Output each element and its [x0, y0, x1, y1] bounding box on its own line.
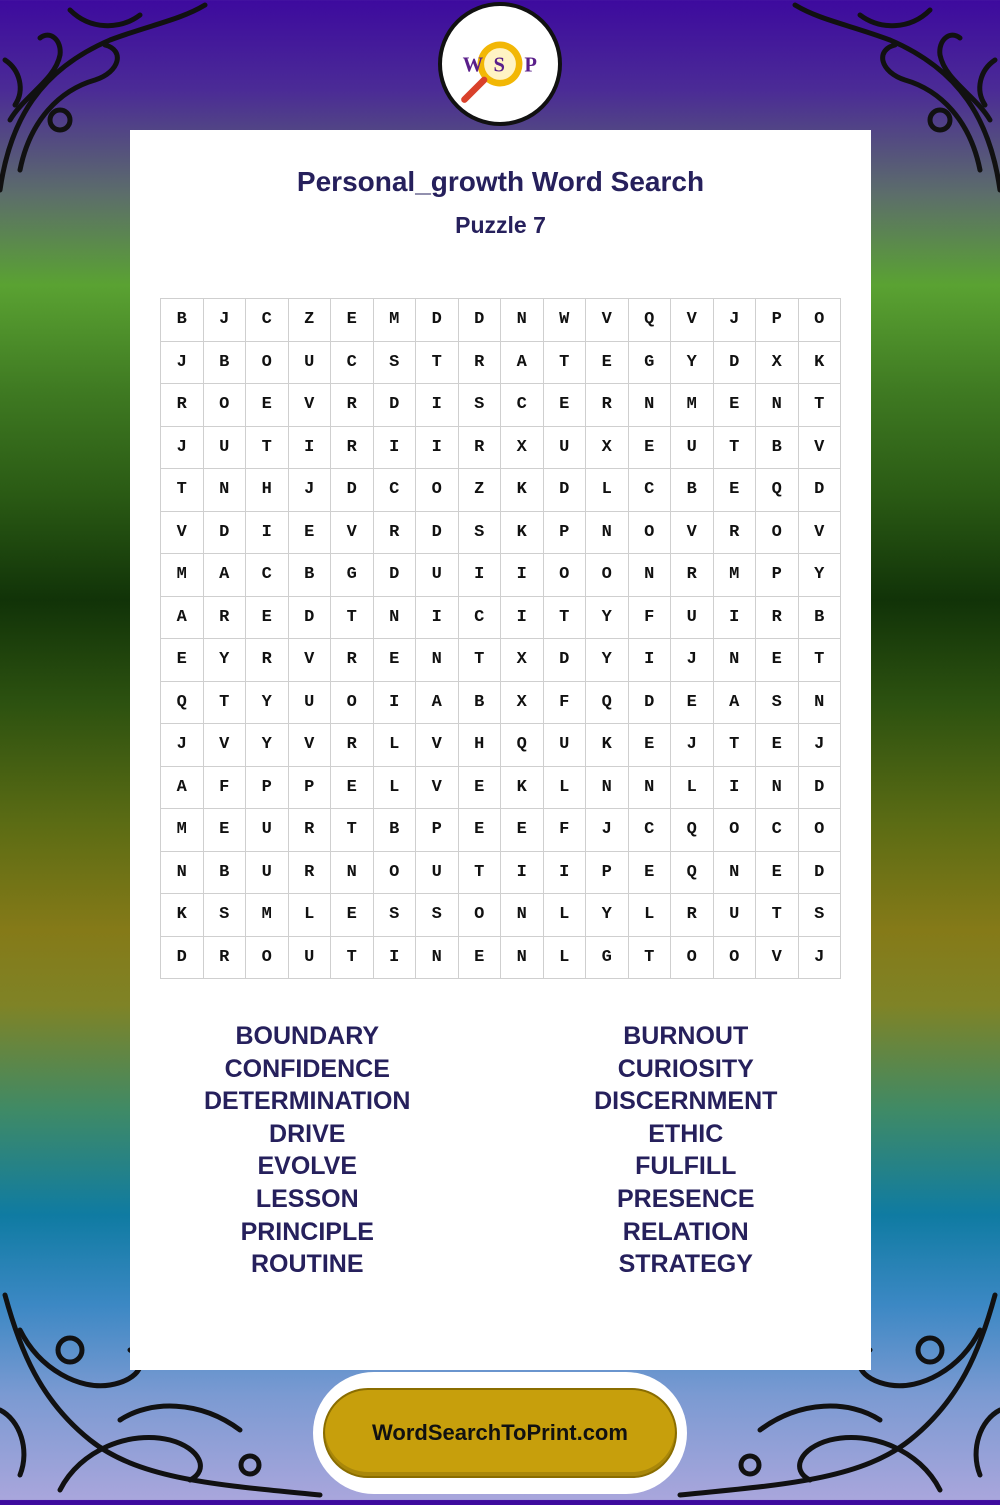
grid-cell: C: [331, 342, 374, 385]
grid-cell: A: [204, 554, 247, 597]
grid-cell: E: [756, 724, 799, 767]
word-list-left: [122, 1020, 493, 1281]
grid-cell: E: [629, 427, 672, 470]
word-list: [130, 1020, 871, 1281]
word-list-item: DRIVE: [269, 1119, 346, 1148]
grid-cell: C: [246, 299, 289, 342]
grid-cell: O: [374, 852, 417, 895]
grid-cell: O: [799, 809, 842, 852]
grid-cell: Y: [799, 554, 842, 597]
grid-cell: U: [544, 724, 587, 767]
grid-cell: B: [204, 852, 247, 895]
grid-cell: J: [161, 342, 204, 385]
grid-cell: S: [799, 894, 842, 937]
grid-cell: G: [331, 554, 374, 597]
grid-cell: N: [629, 384, 672, 427]
grid-cell: D: [374, 384, 417, 427]
grid-cell: B: [204, 342, 247, 385]
grid-cell: Y: [586, 894, 629, 937]
grid-cell: O: [714, 937, 757, 980]
grid-cell: S: [416, 894, 459, 937]
grid-cell: F: [204, 767, 247, 810]
grid-cell: D: [374, 554, 417, 597]
grid-cell: T: [799, 384, 842, 427]
grid-cell: T: [161, 469, 204, 512]
grid-cell: D: [161, 937, 204, 980]
grid-cell: Y: [246, 724, 289, 767]
grid-cell: V: [289, 639, 332, 682]
grid-cell: A: [714, 682, 757, 725]
grid-cell: O: [629, 512, 672, 555]
grid-cell: Y: [671, 342, 714, 385]
grid-cell: I: [289, 427, 332, 470]
grid-cell: Q: [501, 724, 544, 767]
grid-cell: S: [459, 384, 502, 427]
grid-cell: T: [246, 427, 289, 470]
grid-cell: Q: [671, 852, 714, 895]
word-list-item: DISCERNMENT: [594, 1087, 778, 1116]
grid-cell: R: [331, 427, 374, 470]
grid-cell: K: [161, 894, 204, 937]
wsp-logo: [438, 2, 562, 126]
grid-cell: P: [416, 809, 459, 852]
grid-cell: F: [544, 682, 587, 725]
grid-cell: V: [671, 512, 714, 555]
grid-cell: I: [629, 639, 672, 682]
grid-cell: T: [331, 809, 374, 852]
grid-cell: C: [501, 384, 544, 427]
grid-cell: N: [586, 767, 629, 810]
grid-cell: I: [501, 554, 544, 597]
grid-cell: E: [161, 639, 204, 682]
grid-cell: E: [714, 384, 757, 427]
grid-cell: N: [374, 597, 417, 640]
grid-cell: V: [331, 512, 374, 555]
grid-cell: E: [629, 724, 672, 767]
grid-cell: X: [586, 427, 629, 470]
grid-cell: J: [204, 299, 247, 342]
page-title: Personal_growth Word Search: [296, 166, 705, 197]
grid-cell: R: [459, 342, 502, 385]
grid-cell: D: [714, 342, 757, 385]
footer-banner: [313, 1372, 687, 1494]
grid-cell: V: [756, 937, 799, 980]
grid-cell: D: [544, 639, 587, 682]
grid-cell: R: [289, 852, 332, 895]
grid-cell: R: [756, 597, 799, 640]
grid-cell: K: [799, 342, 842, 385]
grid-cell: N: [799, 682, 842, 725]
grid-cell: E: [246, 597, 289, 640]
grid-cell: N: [629, 554, 672, 597]
grid-cell: E: [714, 469, 757, 512]
grid-cell: T: [756, 894, 799, 937]
grid-cell: U: [671, 597, 714, 640]
grid-cell: S: [374, 342, 417, 385]
word-list-item: DETERMINATION: [204, 1087, 411, 1116]
grid-cell: B: [289, 554, 332, 597]
grid-cell: I: [714, 767, 757, 810]
grid-cell: B: [756, 427, 799, 470]
grid-cell: R: [714, 512, 757, 555]
grid-cell: U: [416, 852, 459, 895]
grid-cell: U: [416, 554, 459, 597]
grid-cell: D: [544, 469, 587, 512]
grid-cell: J: [799, 724, 842, 767]
grid-cell: S: [756, 682, 799, 725]
grid-cell: B: [161, 299, 204, 342]
grid-cell: U: [289, 937, 332, 980]
grid-cell: L: [544, 767, 587, 810]
grid-cell: T: [714, 427, 757, 470]
grid-cell: N: [161, 852, 204, 895]
grid-cell: H: [246, 469, 289, 512]
grid-cell: B: [374, 809, 417, 852]
grid-cell: K: [501, 469, 544, 512]
grid-cell: L: [374, 767, 417, 810]
grid-cell: E: [756, 852, 799, 895]
grid-cell: M: [671, 384, 714, 427]
grid-cell: C: [629, 809, 672, 852]
grid-cell: T: [331, 937, 374, 980]
grid-cell: M: [714, 554, 757, 597]
word-list-right: [501, 1020, 872, 1281]
grid-cell: L: [586, 469, 629, 512]
grid-cell: J: [586, 809, 629, 852]
grid-cell: E: [671, 682, 714, 725]
grid-cell: V: [799, 512, 842, 555]
grid-cell: N: [756, 384, 799, 427]
grid-cell: A: [161, 767, 204, 810]
grid-cell: L: [544, 894, 587, 937]
grid-cell: D: [629, 682, 672, 725]
grid-cell: U: [289, 342, 332, 385]
grid-cell: G: [586, 937, 629, 980]
grid-cell: O: [799, 299, 842, 342]
word-list-item: RELATION: [622, 1217, 749, 1246]
word-list-item: BOUNDARY: [235, 1022, 380, 1050]
grid-cell: L: [671, 767, 714, 810]
grid-cell: V: [799, 427, 842, 470]
grid-cell: O: [246, 342, 289, 385]
grid-cell: I: [374, 937, 417, 980]
grid-cell: E: [331, 299, 374, 342]
grid-cell: M: [374, 299, 417, 342]
grid-cell: P: [544, 512, 587, 555]
grid-cell: P: [246, 767, 289, 810]
grid-cell: U: [714, 894, 757, 937]
grid-cell: C: [374, 469, 417, 512]
grid-cell: M: [161, 554, 204, 597]
grid-cell: H: [459, 724, 502, 767]
grid-cell: E: [459, 767, 502, 810]
grid-cell: R: [204, 937, 247, 980]
grid-cell: N: [204, 469, 247, 512]
grid-cell: E: [459, 809, 502, 852]
grid-cell: M: [246, 894, 289, 937]
grid-cell: E: [544, 384, 587, 427]
grid-cell: O: [586, 554, 629, 597]
grid-cell: U: [246, 809, 289, 852]
grid-cell: T: [799, 639, 842, 682]
grid-cell: C: [459, 597, 502, 640]
grid-cell: E: [331, 894, 374, 937]
grid-cell: O: [246, 937, 289, 980]
word-list-item: ETHIC: [648, 1119, 724, 1148]
grid-cell: V: [416, 724, 459, 767]
grid-cell: Q: [756, 469, 799, 512]
grid-cell: S: [459, 512, 502, 555]
grid-cell: T: [544, 342, 587, 385]
grid-cell: E: [374, 639, 417, 682]
grid-cell: T: [459, 639, 502, 682]
grid-cell: B: [671, 469, 714, 512]
logo-letter-s: S: [493, 54, 505, 77]
word-list-item: PRINCIPLE: [240, 1217, 374, 1246]
grid-cell: E: [586, 342, 629, 385]
grid-cell: O: [416, 469, 459, 512]
grid-cell: P: [289, 767, 332, 810]
grid-cell: N: [501, 299, 544, 342]
grid-cell: E: [204, 809, 247, 852]
grid-cell: B: [459, 682, 502, 725]
grid-cell: I: [459, 554, 502, 597]
grid-cell: J: [671, 639, 714, 682]
grid-cell: N: [586, 512, 629, 555]
grid-cell: A: [416, 682, 459, 725]
grid-cell: I: [544, 852, 587, 895]
grid-cell: U: [671, 427, 714, 470]
grid-cell: I: [714, 597, 757, 640]
grid-cell: R: [459, 427, 502, 470]
word-list-item: LESSON: [255, 1184, 359, 1213]
grid-cell: R: [671, 894, 714, 937]
logo-letter-w: W: [462, 54, 484, 77]
grid-cell: V: [586, 299, 629, 342]
grid-cell: J: [714, 299, 757, 342]
grid-cell: D: [416, 299, 459, 342]
grid-cell: R: [671, 554, 714, 597]
grid-cell: T: [331, 597, 374, 640]
grid-cell: N: [714, 639, 757, 682]
grid-cell: V: [204, 724, 247, 767]
grid-cell: I: [374, 682, 417, 725]
grid-cell: O: [714, 809, 757, 852]
grid-cell: Q: [629, 299, 672, 342]
grid-cell: L: [544, 937, 587, 980]
grid-cell: J: [161, 724, 204, 767]
grid-cell: W: [544, 299, 587, 342]
grid-cell: D: [204, 512, 247, 555]
grid-cell: D: [416, 512, 459, 555]
grid-cell: E: [501, 809, 544, 852]
grid-cell: V: [671, 299, 714, 342]
word-list-item: STRATEGY: [618, 1250, 753, 1279]
grid-cell: J: [799, 937, 842, 980]
grid-cell: R: [161, 384, 204, 427]
grid-cell: R: [586, 384, 629, 427]
grid-cell: O: [331, 682, 374, 725]
grid-cell: M: [161, 809, 204, 852]
grid-cell: V: [289, 384, 332, 427]
grid-cell: I: [416, 384, 459, 427]
grid-cell: C: [629, 469, 672, 512]
grid-cell: Q: [671, 809, 714, 852]
grid-cell: O: [459, 894, 502, 937]
grid-cell: I: [501, 597, 544, 640]
grid-cell: Y: [586, 639, 629, 682]
grid-cell: R: [331, 384, 374, 427]
grid-cell: Q: [161, 682, 204, 725]
grid-cell: Y: [586, 597, 629, 640]
grid-cell: P: [756, 554, 799, 597]
grid-cell: D: [799, 469, 842, 512]
grid-cell: F: [544, 809, 587, 852]
grid-cell: V: [416, 767, 459, 810]
grid-cell: N: [629, 767, 672, 810]
word-list-item: CURIOSITY: [617, 1054, 754, 1083]
grid-cell: R: [331, 724, 374, 767]
grid-cell: S: [204, 894, 247, 937]
grid-cell: C: [756, 809, 799, 852]
grid-cell: D: [459, 299, 502, 342]
grid-cell: F: [629, 597, 672, 640]
grid-cell: J: [161, 427, 204, 470]
grid-cell: N: [416, 639, 459, 682]
grid-cell: R: [204, 597, 247, 640]
grid-cell: L: [374, 724, 417, 767]
puzzle-number: Puzzle 7: [455, 212, 546, 238]
grid-cell: E: [459, 937, 502, 980]
grid-cell: X: [501, 639, 544, 682]
grid-cell: L: [629, 894, 672, 937]
grid-cell: J: [289, 469, 332, 512]
grid-cell: A: [161, 597, 204, 640]
grid-cell: O: [756, 512, 799, 555]
grid-cell: O: [204, 384, 247, 427]
grid-cell: B: [799, 597, 842, 640]
grid-cell: N: [331, 852, 374, 895]
grid-cell: T: [629, 937, 672, 980]
grid-cell: G: [629, 342, 672, 385]
grid-cell: U: [289, 682, 332, 725]
grid-cell: T: [714, 724, 757, 767]
grid-cell: E: [756, 639, 799, 682]
word-list-item: CONFIDENCE: [224, 1054, 390, 1083]
grid-cell: R: [331, 639, 374, 682]
grid-cell: V: [289, 724, 332, 767]
word-list-item: ROUTINE: [251, 1250, 364, 1279]
grid-cell: K: [501, 767, 544, 810]
grid-cell: O: [544, 554, 587, 597]
grid-cell: N: [501, 937, 544, 980]
grid-cell: P: [756, 299, 799, 342]
website-link[interactable]: WordSearchToPrint.com: [323, 1388, 677, 1478]
grid-cell: X: [501, 682, 544, 725]
grid-cell: V: [161, 512, 204, 555]
grid-cell: D: [331, 469, 374, 512]
grid-cell: T: [544, 597, 587, 640]
grid-cell: U: [544, 427, 587, 470]
grid-cell: E: [629, 852, 672, 895]
grid-cell: Y: [204, 639, 247, 682]
grid-cell: K: [501, 512, 544, 555]
grid-cell: T: [204, 682, 247, 725]
grid-cell: O: [671, 937, 714, 980]
grid-cell: R: [246, 639, 289, 682]
grid-cell: E: [289, 512, 332, 555]
grid-cell: T: [459, 852, 502, 895]
grid-cell: X: [501, 427, 544, 470]
grid-cell: N: [714, 852, 757, 895]
grid-cell: D: [799, 852, 842, 895]
puzzle-card: [130, 130, 871, 1370]
grid-cell: L: [289, 894, 332, 937]
grid-cell: E: [331, 767, 374, 810]
grid-cell: R: [289, 809, 332, 852]
grid-cell: Y: [246, 682, 289, 725]
letter-grid: [160, 298, 841, 979]
grid-cell: U: [246, 852, 289, 895]
grid-cell: A: [501, 342, 544, 385]
grid-cell: I: [246, 512, 289, 555]
grid-cell: S: [374, 894, 417, 937]
grid-cell: Z: [459, 469, 502, 512]
word-list-item: EVOLVE: [257, 1152, 358, 1181]
grid-cell: Q: [586, 682, 629, 725]
grid-cell: P: [586, 852, 629, 895]
word-list-item: PRESENCE: [616, 1184, 755, 1213]
grid-cell: C: [246, 554, 289, 597]
grid-cell: Z: [289, 299, 332, 342]
grid-cell: R: [374, 512, 417, 555]
grid-cell: T: [416, 342, 459, 385]
grid-cell: N: [501, 894, 544, 937]
logo-letter-p: P: [524, 54, 537, 77]
word-list-item: BURNOUT: [623, 1022, 749, 1050]
grid-cell: D: [799, 767, 842, 810]
grid-cell: I: [501, 852, 544, 895]
grid-cell: U: [204, 427, 247, 470]
grid-cell: K: [586, 724, 629, 767]
grid-cell: D: [289, 597, 332, 640]
grid-cell: N: [756, 767, 799, 810]
grid-cell: X: [756, 342, 799, 385]
grid-cell: J: [671, 724, 714, 767]
grid-cell: I: [374, 427, 417, 470]
grid-cell: N: [416, 937, 459, 980]
grid-cell: E: [246, 384, 289, 427]
word-list-item: FULFILL: [635, 1152, 737, 1181]
grid-cell: I: [416, 597, 459, 640]
grid-cell: I: [416, 427, 459, 470]
